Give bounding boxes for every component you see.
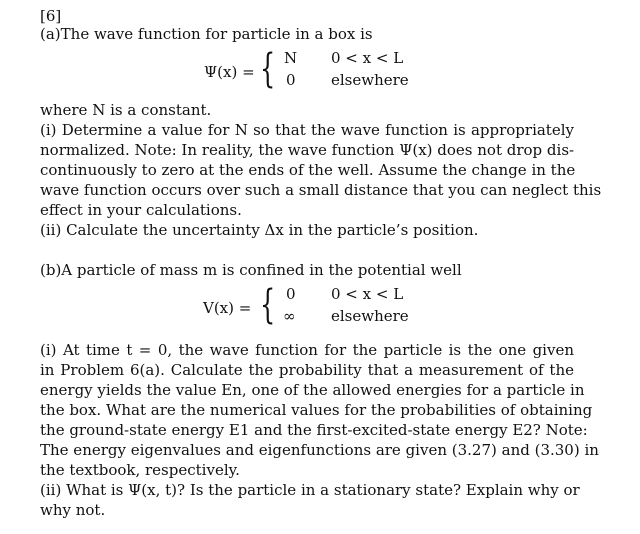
part-b-line: in Problem 6(a). Calculate the probability that a measurement of the (40, 361, 574, 379)
case-value: 0 (286, 285, 296, 303)
part-b-line: energy yields the value En, one of the allowed energies for a particle in (40, 381, 585, 399)
part-b-line: the textbook, respectively. (40, 461, 240, 479)
part-a-line: normalized. Note: In reality, the wave function Ψ(x) does not drop dis- (40, 141, 575, 159)
part-b-line: (i) At time t = 0, the wave function for the particle is the one given (40, 341, 574, 359)
left-brace: { (260, 46, 276, 92)
potential-lhs: V(x) = (203, 299, 252, 317)
case-value: ∞ (283, 307, 296, 325)
potential-equation (0, 282, 640, 332)
case-value: 0 (286, 71, 296, 89)
problem-number: [6] (40, 7, 62, 25)
part-b-intro: (b)A particle of mass m is confined in the potential well (40, 261, 462, 279)
case-condition: elsewhere (331, 307, 409, 325)
case-condition: elsewhere (331, 71, 409, 89)
part-a-line: wave function occurs over such a small distance that you can neglect this (40, 181, 602, 199)
left-brace: { (260, 282, 276, 328)
part-a-line: effect in your calculations. (40, 201, 242, 219)
wave-function-lhs: Ψ(x) = (204, 63, 255, 81)
part-b-line: the ground-state energy E1 and the first-excited-state energy E2? Note: (40, 421, 588, 439)
part-a-line: (ii) Calculate the uncertainty Δx in the particle’s position. (40, 221, 479, 239)
part-b-line: The energy eigenvalues and eigenfunctions are given (3.27) and (3.30) in (40, 441, 599, 459)
part-a-line: (i) Determine a value for N so that the wave function is appropriately (40, 121, 574, 139)
case-condition: 0 < x < L (331, 49, 404, 67)
part-a-line: where N is a constant. (40, 101, 212, 119)
part-a-intro: (a)The wave function for particle in a box is (40, 25, 373, 43)
part-b-line: (ii) What is Ψ(x, t)? Is the particle in a stationary state? Explain why or (40, 481, 580, 499)
wave-function-equation (0, 46, 640, 96)
part-b-line: the box. What are the numerical values for the probabilities of obtaining (40, 401, 593, 419)
case-condition: 0 < x < L (331, 285, 404, 303)
case-value: N (284, 49, 298, 67)
part-a-line: continuously to zero at the ends of the well. Assume the change in the (40, 161, 576, 179)
part-b-line: why not. (40, 501, 106, 519)
